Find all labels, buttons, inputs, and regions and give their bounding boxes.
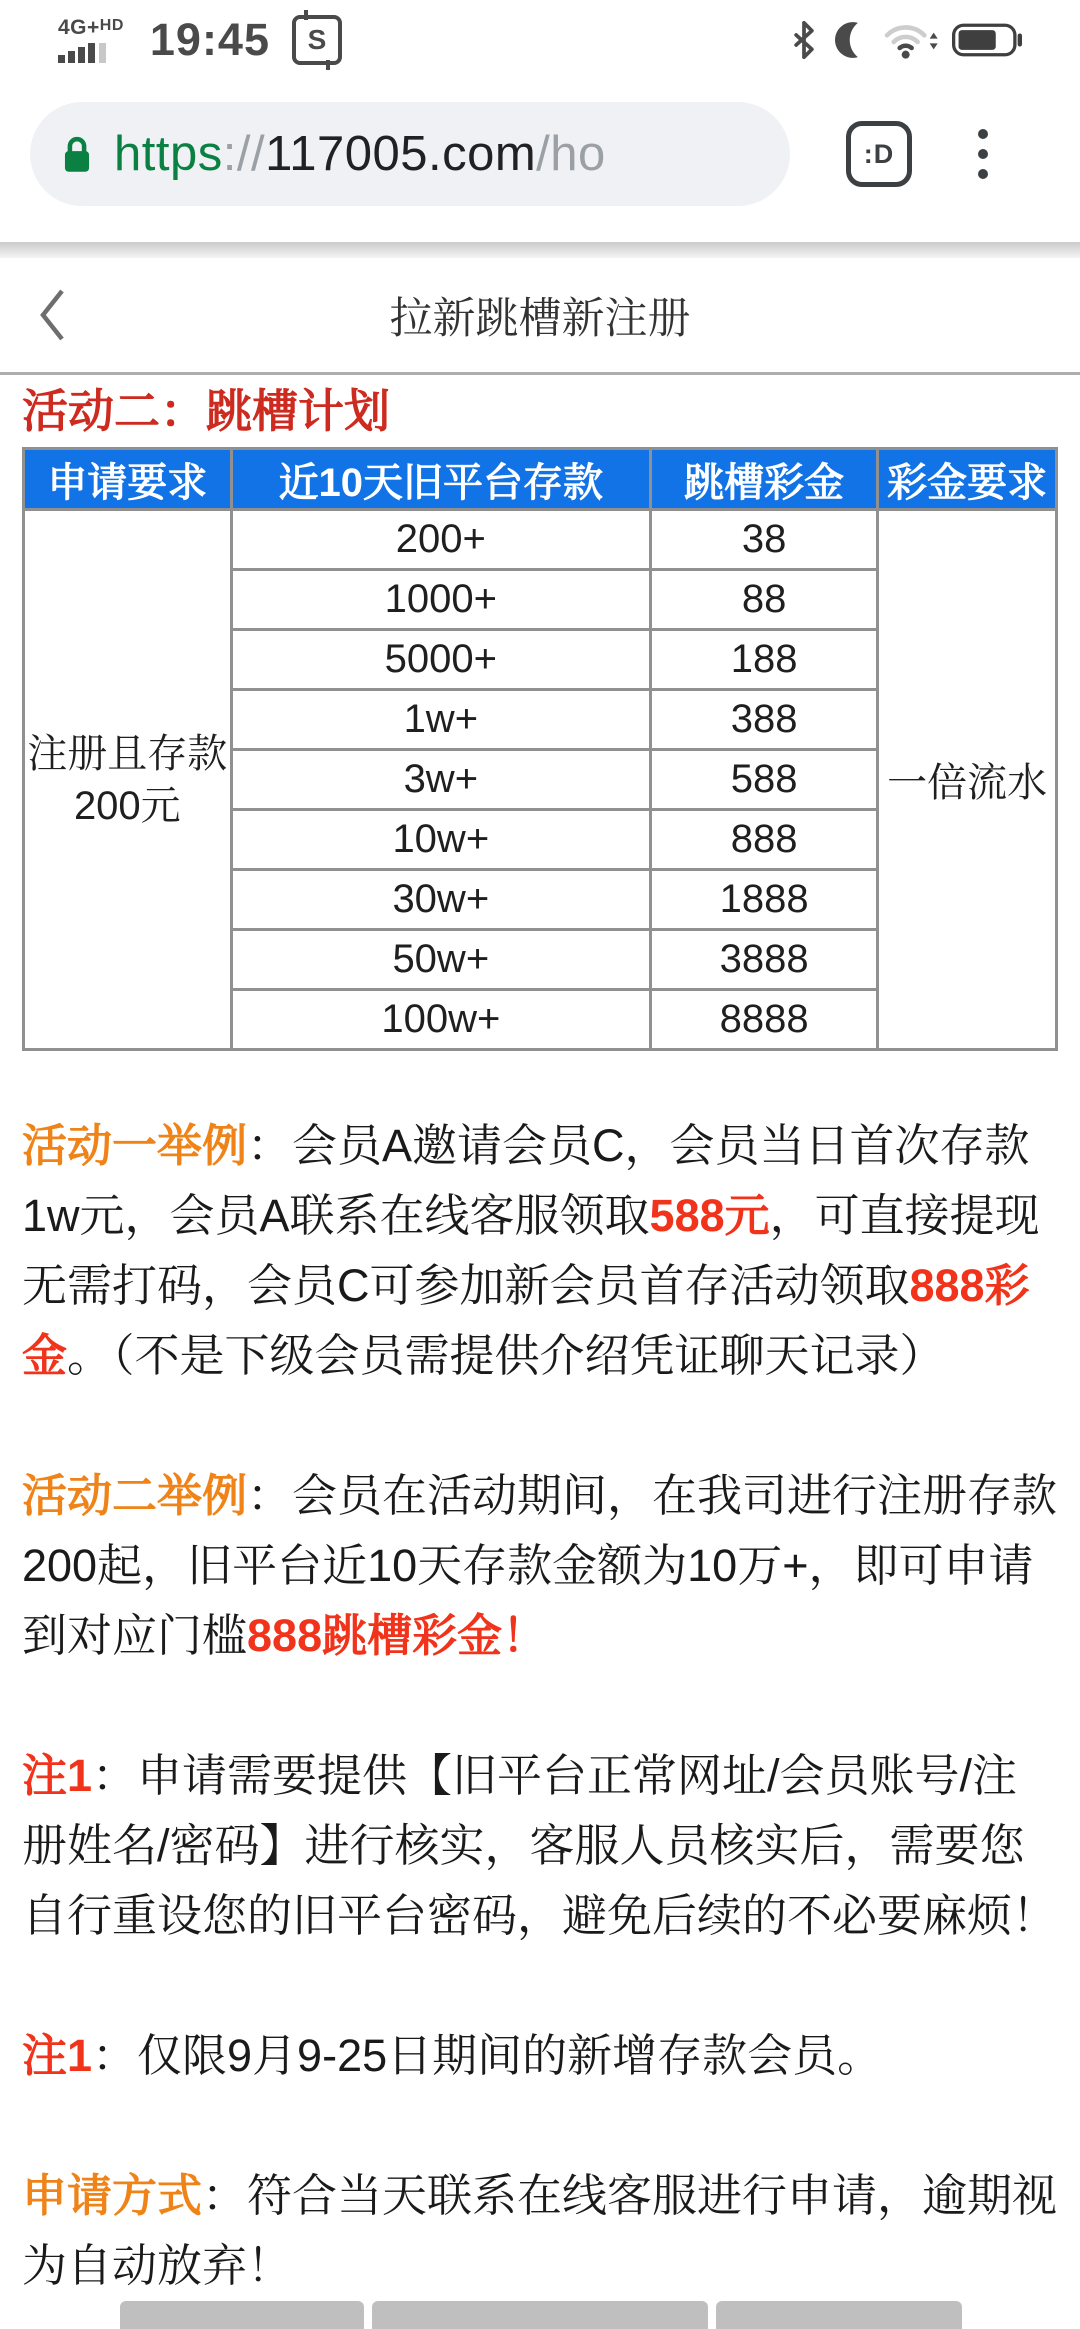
signal-strength-icon xyxy=(58,41,110,63)
gray-bar xyxy=(716,2301,962,2329)
table-cell: 50w+ xyxy=(231,930,650,990)
table-header-row xyxy=(24,449,1057,510)
wifi-icon xyxy=(883,19,939,61)
table-cell: 1w+ xyxy=(231,690,650,750)
text-segment: 活动二举例 xyxy=(22,1470,248,1521)
table-cell: 200+ xyxy=(231,510,650,570)
table-cell-apply-requirement xyxy=(24,510,232,1050)
page-header xyxy=(0,258,1080,375)
status-bar xyxy=(0,0,1080,66)
text-segment: 申请方式 xyxy=(22,2170,203,2221)
table-cell-wager-requirement: 一倍流水 xyxy=(878,510,1057,1050)
lock-icon[interactable] xyxy=(60,132,94,176)
gray-bar xyxy=(120,2301,364,2329)
screenshot-app-icon xyxy=(292,15,342,65)
screenshot-badge-label: S xyxy=(307,24,327,55)
table-cell: 30w+ xyxy=(231,870,650,930)
browser-toolbar xyxy=(0,66,1080,242)
table-cell-line: 注册且存款 xyxy=(27,731,228,776)
network-indicator xyxy=(58,17,124,63)
bluetooth-icon xyxy=(791,20,817,60)
table-cell: 1000+ xyxy=(231,570,650,630)
paragraph-note-2 xyxy=(22,2021,1058,2091)
toolbar-shadow xyxy=(0,242,1080,258)
table-cell: 100w+ xyxy=(231,990,650,1050)
promo-heading: 活动二：跳槽计划 xyxy=(22,385,390,437)
promo-table xyxy=(22,447,1058,1051)
table-cell: 888 xyxy=(651,810,878,870)
table-cell: 388 xyxy=(651,690,878,750)
table-cell: 3888 xyxy=(651,930,878,990)
text-segment: ：会员A邀请会员C，会员当日首次存款1w元，会员A联系在线客服领取 xyxy=(22,1120,1030,1241)
tab-count-label: :D xyxy=(863,138,895,169)
table-row xyxy=(24,510,1057,570)
table-cell: 5000+ xyxy=(231,630,650,690)
table-cell: 3w+ xyxy=(231,750,650,810)
more-options-button[interactable] xyxy=(978,129,988,179)
column-header-apply-requirement: 申请要求 xyxy=(24,449,232,510)
text-segment: 活动一举例 xyxy=(22,1120,248,1171)
paragraph-apply-method xyxy=(22,2161,1058,2301)
paragraph-example-1 xyxy=(22,1111,1058,1391)
column-header-wager-requirement: 彩金要求 xyxy=(878,449,1057,510)
table-cell: 188 xyxy=(651,630,878,690)
text-segment: ：申请需要提供【旧平台正常网址/会员账号/注册姓名/密码】进行核实，客服人员核实后，需要您自行重设您的旧平台密码，避免后续的不必要麻烦！ xyxy=(22,1750,1058,1941)
column-header-bonus: 跳槽彩金 xyxy=(651,449,878,510)
table-cell: 588 xyxy=(651,750,878,810)
table-cell: 38 xyxy=(651,510,878,570)
text-segment: ：符合当天联系在线客服进行申请，逾期视为自动放弃！ xyxy=(22,2170,1058,2291)
text-segment: 888跳槽彩金！ xyxy=(247,1610,548,1661)
tab-switcher-button[interactable] xyxy=(846,121,912,187)
paragraph-note-1 xyxy=(22,1741,1058,1951)
text-segment: 588元 xyxy=(649,1190,770,1241)
network-type-label: 4G+HD xyxy=(58,16,124,39)
url-bar[interactable] xyxy=(30,102,790,206)
battery-icon xyxy=(952,23,1022,57)
do-not-disturb-moon-icon xyxy=(830,20,870,60)
text-segment: ：仅限9月9-25日期间的新增存款会员。 xyxy=(92,2030,883,2081)
text-segment: 888彩金 xyxy=(22,1260,1030,1381)
bottom-cutoff-bars xyxy=(120,2301,1058,2329)
table-cell: 10w+ xyxy=(231,810,650,870)
table-cell: 88 xyxy=(651,570,878,630)
text-segment: ，可直接提现无需打码，会员C可参加新会员首存活动领取 xyxy=(22,1190,1040,1311)
paragraph-example-2 xyxy=(22,1461,1058,1671)
table-cell-line: 200元 xyxy=(73,783,181,828)
text-segment: 。（不是下级会员需提供介绍凭证聊天记录） xyxy=(67,1330,945,1381)
page-title: 拉新跳槽新注册 xyxy=(389,294,691,343)
time-label: 19:45 xyxy=(149,14,270,65)
url-text: https://117005.com/ho xyxy=(114,127,606,181)
text-segment: 注1 xyxy=(22,2030,93,2081)
table-cell: 8888 xyxy=(651,990,878,1050)
promo-content xyxy=(0,383,1080,2329)
column-header-old-platform-deposit: 近10天旧平台存款 xyxy=(231,449,650,510)
table-cell: 1888 xyxy=(651,870,878,930)
gray-bar xyxy=(372,2301,708,2329)
text-segment: 注1 xyxy=(22,1750,93,1801)
text-segment: ：会员在活动期间，在我司进行注册存款200起，旧平台近10天存款金额为10万+，即可申请到对应门槛 xyxy=(22,1470,1058,1661)
